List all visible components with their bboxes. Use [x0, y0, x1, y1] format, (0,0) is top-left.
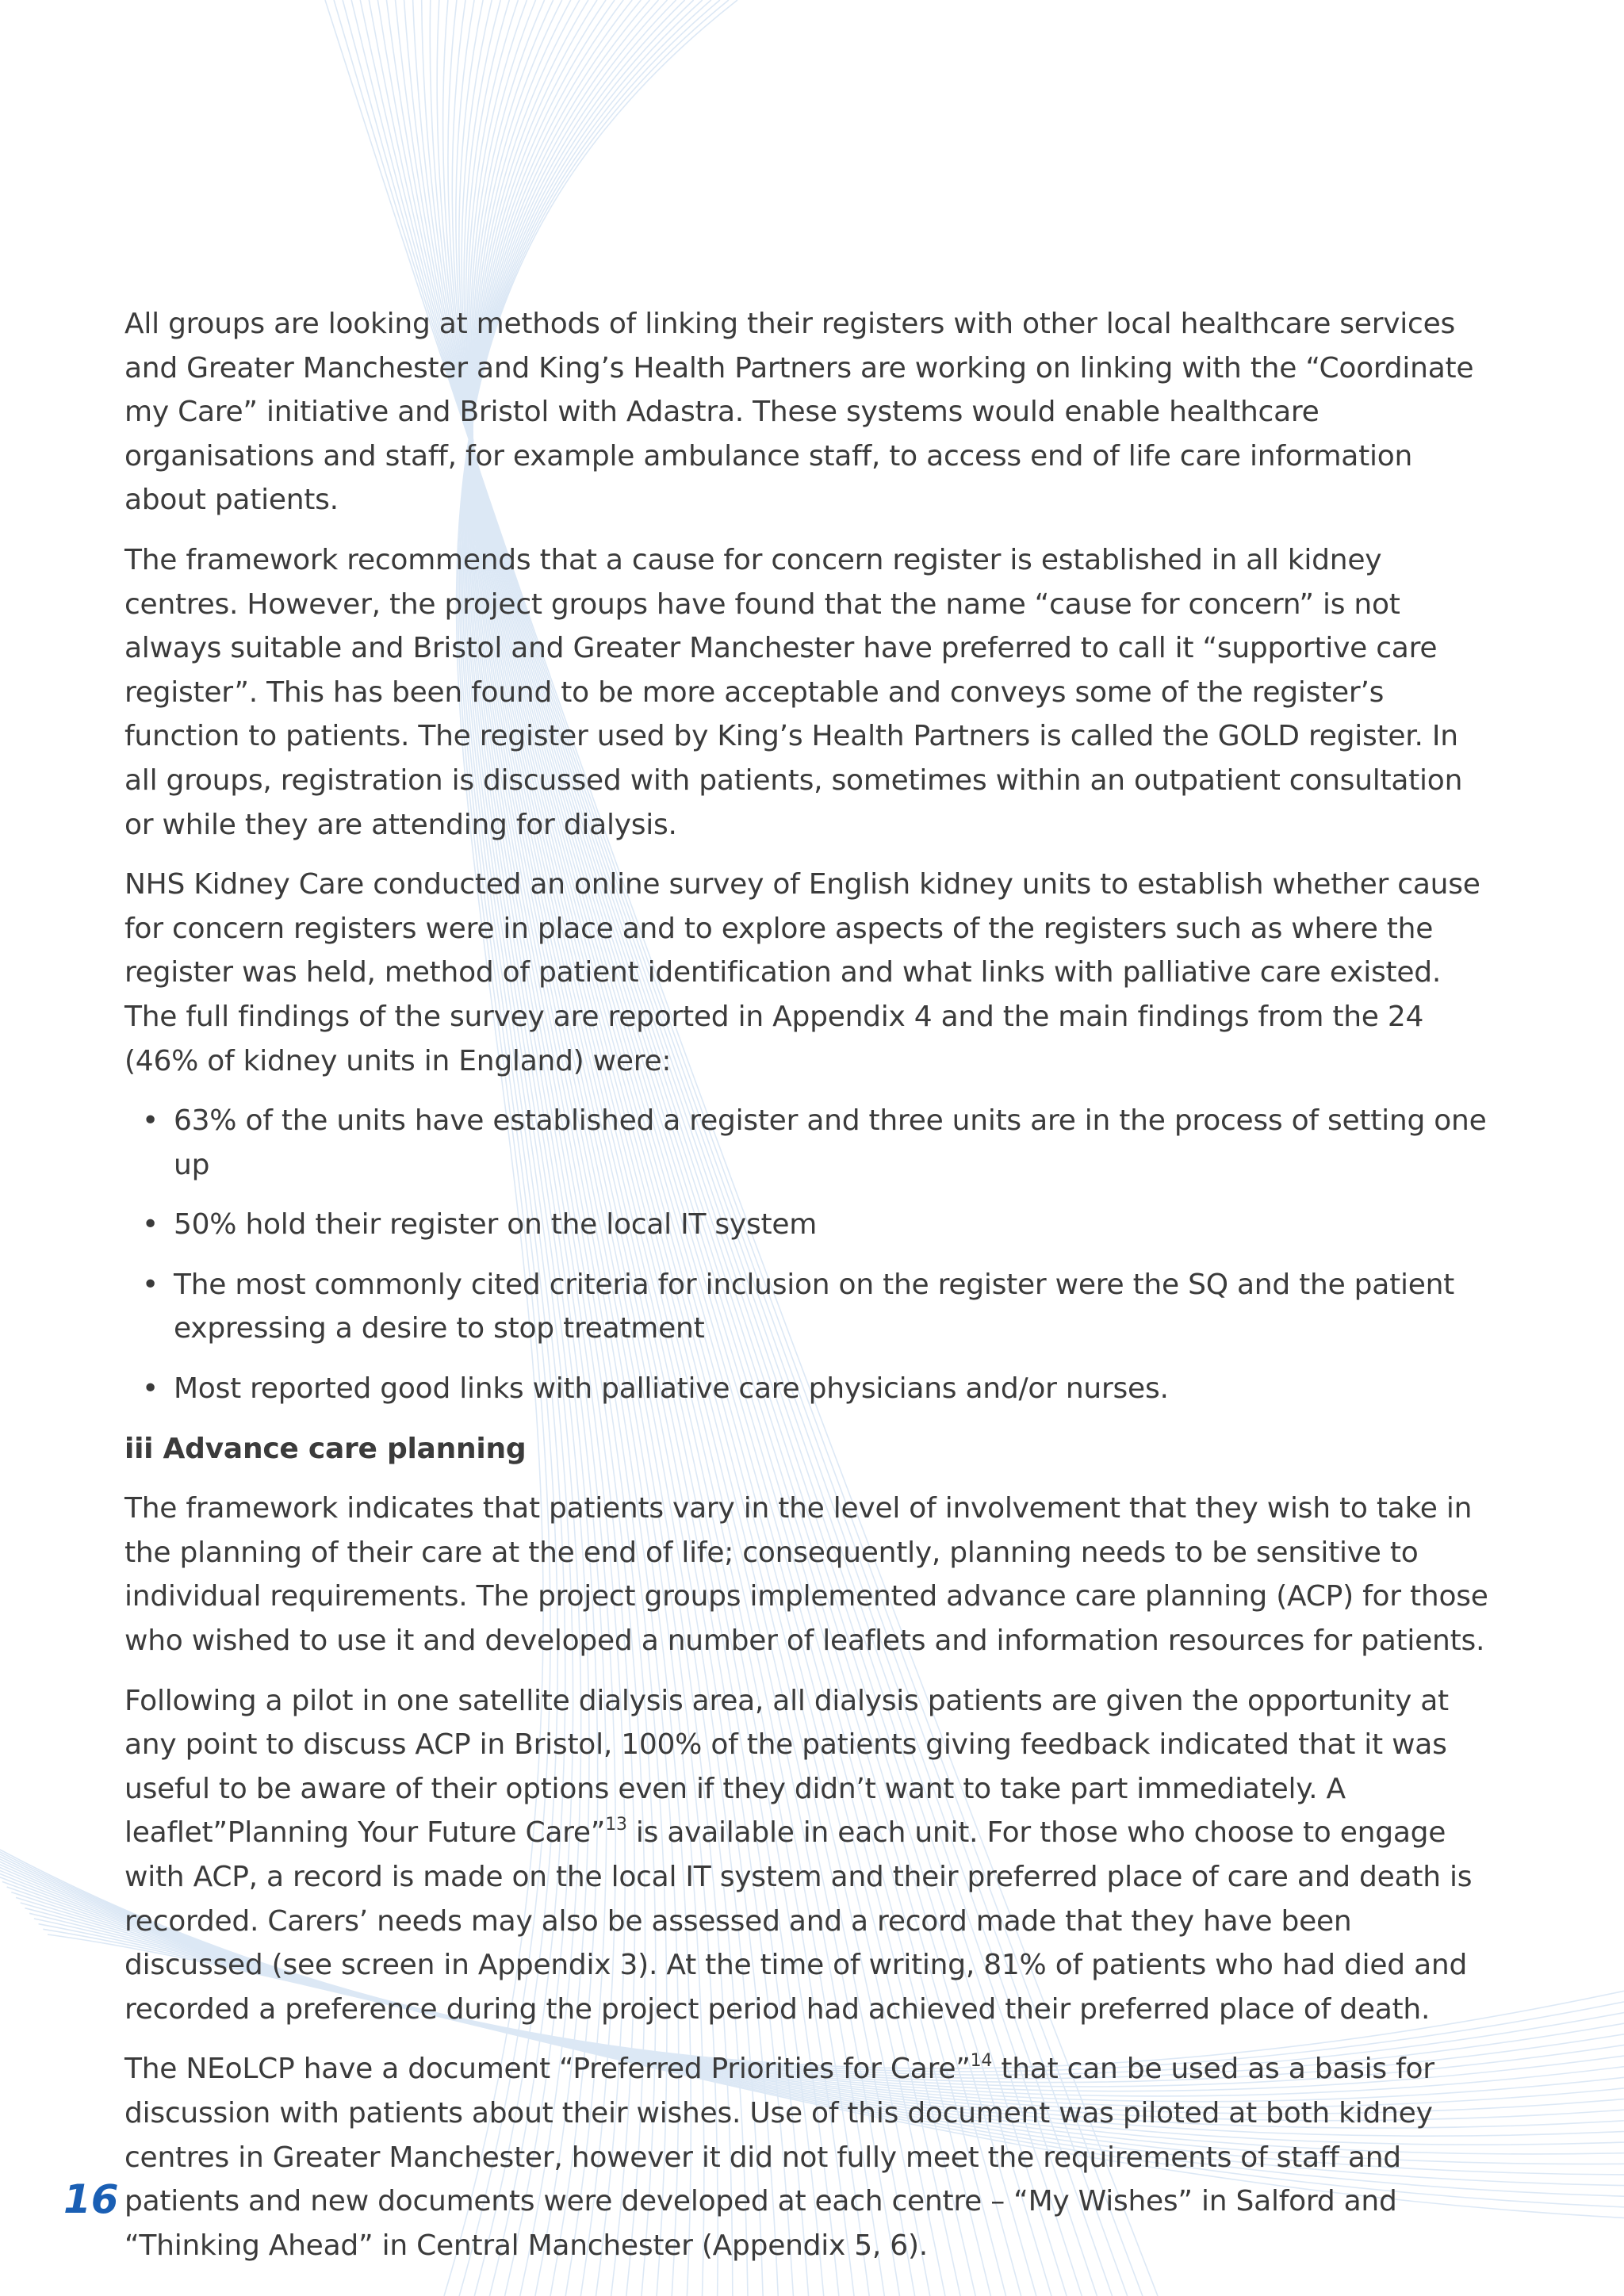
paragraph-online-survey: NHS Kidney Care conducted an online survey of English kidney units to establish whether cause for concern registers were in place and to explore aspects of the registers such as where the register was held, method of patient identification and what links with palliative care existed. The full findings of the survey are reported in Appendix 4 and the main findings from the 24 (46% of kidney units in England) were: — [124, 868, 1480, 1077]
bullet-icon: • — [142, 1268, 159, 1301]
survey-findings-list — [124, 1099, 1488, 1411]
footnote-ref: 13 — [605, 1815, 627, 1835]
footnote-ref: 14 — [970, 2051, 993, 2072]
bullet-icon: • — [142, 1372, 159, 1406]
paragraph-bristol-pilot: Following a pilot in one satellite dialysis area, all dialysis patients are given the opportunity at any point to discuss ACP in Bristol, 100% of the patients giving feedback indicated that it was useful to be aware of their options even if they didn’t want to take part immediately. A leaflet”Planning Your Future Care”$^{13}$ is available in each unit. For those who choose to engage with ACP, a record is made on the local IT system and their preferred place of care and death is recorded. Carers’ needs may also be assessed and a record made that they have been discussed (see screen in Appendix 3). At the time of writing, 81% of patients who had died and recorded a preference during the project period had achieved their preferred place of death. — [124, 1684, 1473, 2026]
body-text — [124, 302, 1488, 2283]
bullet-icon: • — [142, 1104, 159, 1138]
paragraph-registers-linking: All groups are looking at methods of linking their registers with other local healthcare services and Greater Manchester and King’s Health Partners are working on linking with the “Coordinate my Care” initiative and Bristol with Adastra. These systems would enable healthcare organisations and staff, for example ambulance staff, to access end of life care information about patients. — [124, 308, 1474, 517]
list-item: • Most reported good links with palliative care physicians and/or nurses. — [124, 1367, 1488, 1411]
paragraph-cause-for-concern-register: The framework recommends that a cause for concern register is established in all kidney centres. However, the project groups have found that the name “cause for concern” is not always suitable and Bristol and Greater Manchester have preferred to call it “supportive care register”. This has been found to be more acceptable and conveys some of the register’s function to patients. The register used by King’s Health Partners is called the GOLD register. In all groups, registration is discussed with patients, sometimes within an outpatient consultation or while they are attending for dialysis. — [124, 543, 1463, 841]
section-heading: iii Advance care planning — [124, 1432, 527, 1465]
bullet-icon: • — [142, 1208, 159, 1242]
paragraph-preferred-priorities: The NEoLCP have a document “Preferred Priorities for Care”$^{14}$ that can be used as a basis for discussion with patients about their wishes. Use of this document was piloted at both kidney centres in Greater Manchester, however it did not fully meet the requirements of staff and patients and new documents were developed at each centre – “My Wishes” in Salford and “Thinking Ahead” in Central Manchester (Appendix 5, 6). — [124, 2051, 1434, 2262]
paragraph-framework-involvement: The framework indicates that patients vary in the level of involvement that they wish to take in the planning of their care at the end of life; consequently, planning needs to be sensitive to individual requirements. The project groups implemented advance care planning (ACP) for those who wished to use it and developed a number of leaflets and information resources for patients. — [124, 1492, 1488, 1658]
list-item: • The most commonly cited criteria for inclusion on the register were the SQ and the patient expressing a desire to stop treatment — [124, 1263, 1488, 1351]
list-item: • 63% of the units have established a register and three units are in the process of setting one up — [124, 1099, 1488, 1187]
list-item: • 50% hold their register on the local IT system — [124, 1203, 1488, 1247]
page-number: 16 — [63, 2176, 119, 2222]
